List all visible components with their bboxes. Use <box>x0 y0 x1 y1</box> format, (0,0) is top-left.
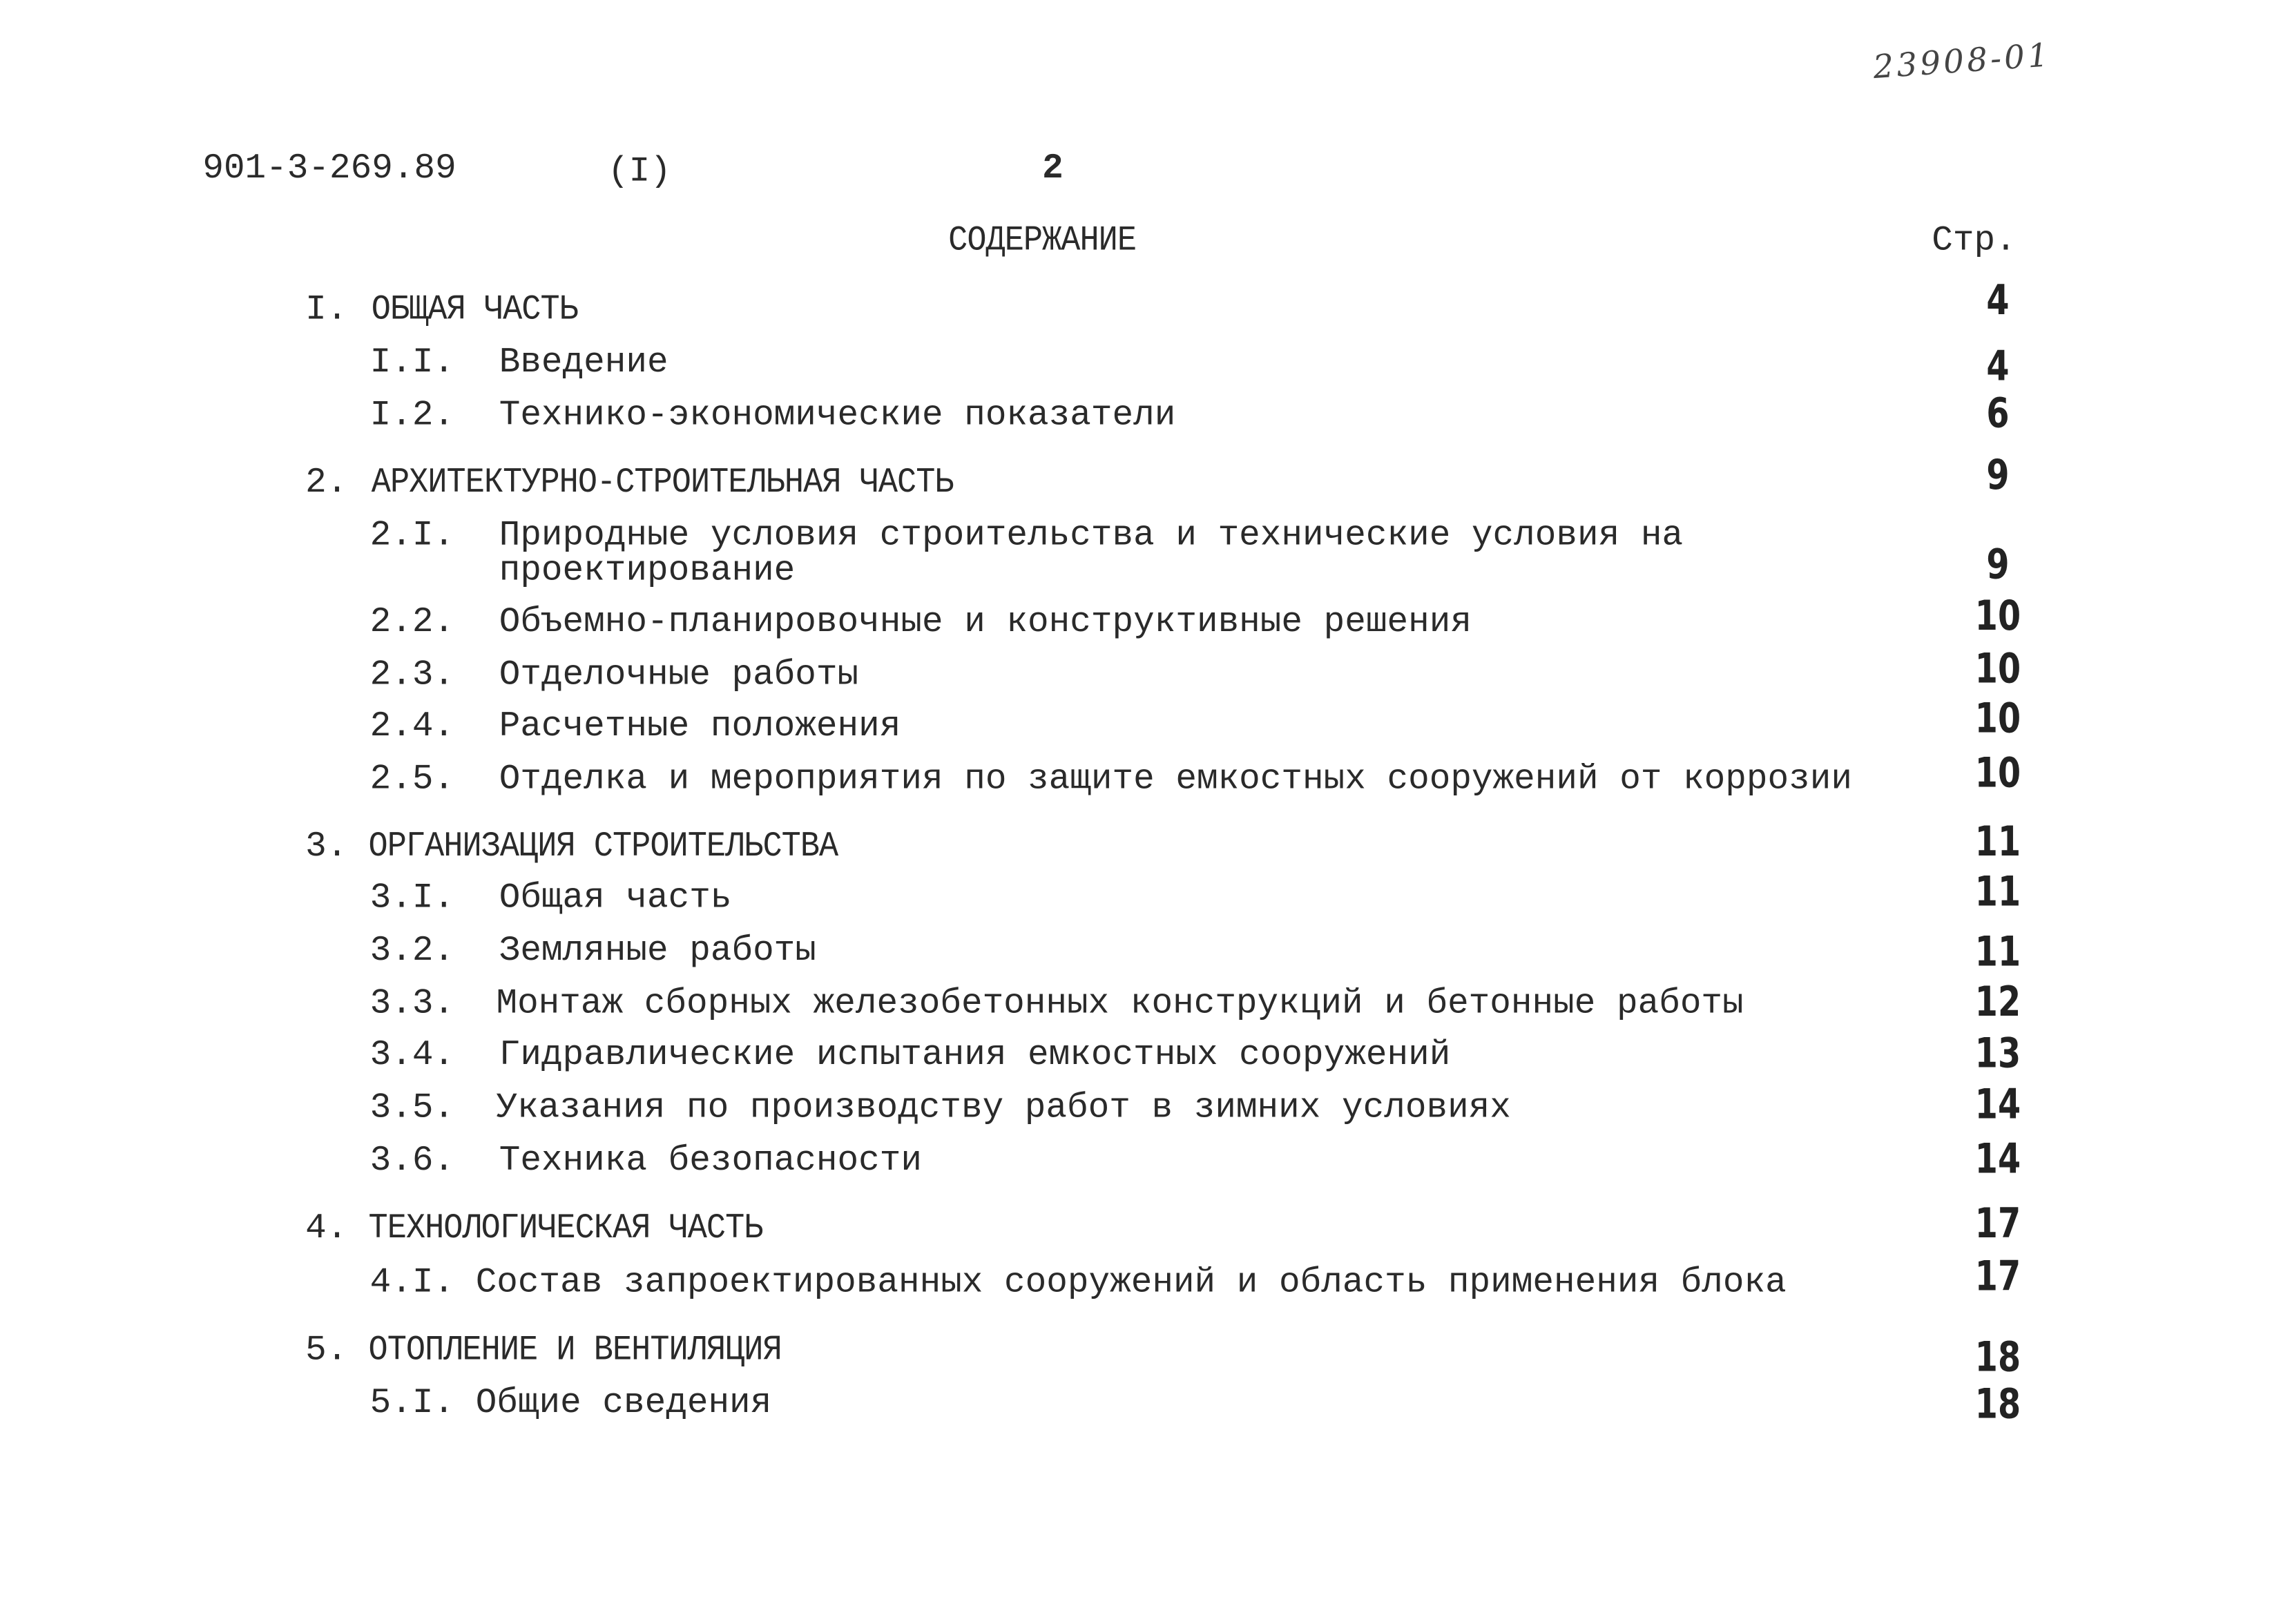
entry-page-number: 18 <box>1974 1333 2021 1382</box>
entry-page-number: 4 <box>1986 342 2010 391</box>
entry-page-number: 4 <box>1986 276 2010 325</box>
entry-page-number: 11 <box>1974 927 2021 976</box>
entry-title: Технико-экономические показатели <box>499 396 1176 436</box>
entry-number: 3.6. <box>369 1141 455 1182</box>
entry-title: ОРГАНИЗАЦИЯ СТРОИТЕЛЬСТВА <box>368 827 838 868</box>
entry-title: Гидравлические испытания емкостных сооружений <box>499 1036 1451 1076</box>
entry-title: Техника безопасности <box>499 1141 922 1182</box>
entry-number: 5.I. <box>369 1384 455 1424</box>
entry-page-number: 10 <box>1974 644 2021 693</box>
entry-number: 4.I. <box>369 1264 455 1304</box>
entry-number: 2.5. <box>369 760 455 800</box>
entry-page-number: 10 <box>1974 748 2021 798</box>
entry-number: 3.4. <box>369 1036 455 1076</box>
entry-page-number: 14 <box>1974 1134 2021 1183</box>
volume-number: (I) <box>607 153 671 193</box>
entry-number: 3.5. <box>369 1089 455 1129</box>
handwritten-archive-number: 23908-01 <box>1872 37 2052 87</box>
entry-title: Отделочные работы <box>499 656 859 696</box>
entry-number: 5. <box>305 1331 348 1371</box>
entry-number: 2.2. <box>369 603 455 644</box>
entry-number: I. <box>305 290 348 331</box>
document-code: 901-3-269.89 <box>202 149 456 190</box>
entry-number: 4. <box>305 1209 348 1249</box>
entry-number: I.I. <box>369 343 455 383</box>
entry-title: Монтаж сборных железобетонных конструкций и бетонные работы <box>496 985 1744 1025</box>
entry-title: АРХИТЕКТУРНО-СТРОИТЕЛЬНАЯ ЧАСТЬ <box>371 463 954 504</box>
entry-title: Природные условия строительства и технические условия на <box>499 516 1684 557</box>
entry-page-number: 10 <box>1974 591 2021 640</box>
entry-title: Общие сведения <box>475 1384 772 1424</box>
entry-title: Расчетные положения <box>499 707 901 747</box>
entry-page-number: 11 <box>1974 817 2021 867</box>
entry-page-number: 9 <box>1986 540 2010 589</box>
entry-page-number: 13 <box>1974 1029 2021 1078</box>
entry-number: 3.I. <box>369 879 455 919</box>
entry-page-number: 6 <box>1986 389 2010 438</box>
entry-title: ОБЩАЯ ЧАСТЬ <box>371 290 578 331</box>
entry-title: Введение <box>499 343 668 383</box>
entry-title: Состав запроектированных сооружений и область применения блока <box>475 1264 1787 1304</box>
entry-page-number: 12 <box>1974 977 2021 1026</box>
entry-number: 2.4. <box>369 707 455 747</box>
contents-title: СОДЕРЖАНИЕ <box>948 221 1137 262</box>
page-number: 2 <box>1042 149 1064 190</box>
entry-page-number: 18 <box>1974 1380 2021 1429</box>
entry-title-continued: проектирование <box>499 552 796 592</box>
entry-page-number: 9 <box>1986 450 2010 499</box>
entry-number: 3. <box>305 827 348 868</box>
entry-title: Отделка и мероприятия по защите емкостных сооружений от коррозии <box>499 760 1852 800</box>
entry-page-number: 14 <box>1974 1080 2021 1129</box>
entry-title: Указания по производству работ в зимних условиях <box>496 1089 1511 1129</box>
entry-title: Объемно-планировочные и конструктивные решения <box>499 603 1472 644</box>
page-column-label: Стр. <box>1932 221 2017 262</box>
entry-page-number: 17 <box>1974 1252 2021 1301</box>
entry-page-number: 11 <box>1974 867 2021 916</box>
entry-number: 2.3. <box>369 656 455 696</box>
entry-title: Земляные работы <box>499 931 816 972</box>
entry-page-number: 10 <box>1974 694 2021 743</box>
entry-title: ОТОПЛЕНИЕ И ВЕНТИЛЯЦИЯ <box>368 1331 782 1371</box>
entry-number: 3.3. <box>369 985 455 1025</box>
entry-number: 2.I. <box>369 516 455 557</box>
entry-title: Общая часть <box>499 879 732 919</box>
entry-number: I.2. <box>369 396 455 436</box>
entry-page-number: 17 <box>1974 1199 2021 1248</box>
entry-number: 2. <box>305 463 348 504</box>
entry-title: ТЕХНОЛОГИЧЕСКАЯ ЧАСТЬ <box>368 1209 763 1249</box>
entry-number: 3.2. <box>369 931 455 972</box>
